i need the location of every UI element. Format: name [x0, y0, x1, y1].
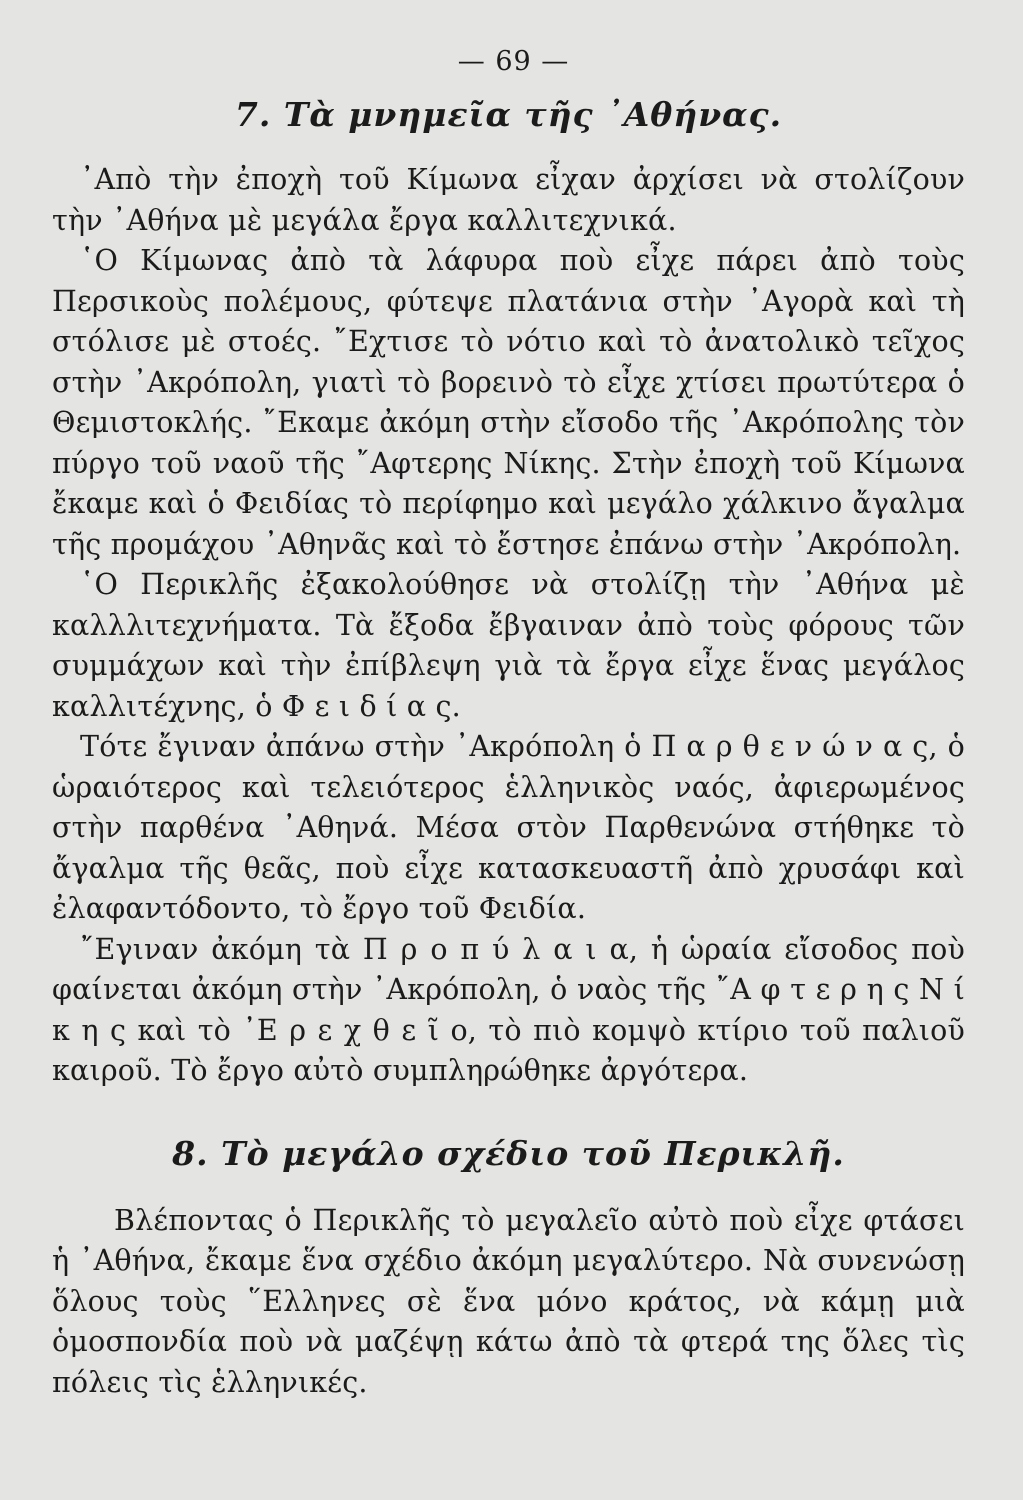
paragraph: Τότε ἔγιναν ἀπάνω στὴν ᾿Ακρόπολη ὁ Π α ρ θ ε ν ώ ν α ς, ὁ ὡραιότερος καὶ τελειότερος ἑλληνικὸς ναός, ἀφιερωμένος στὴν παρθένα ᾿Αθηνά. Μέσα στὸν Παρθενώνα στήθηκε τὸ ἄγαλμα τῆς θεᾶς, ποὺ εἶχε κατασκευαστῆ ἀπὸ χρυσάφι καὶ ἐλαφαντόδοντο, τὸ ἔργο τοῦ Φειδία.: [52, 730, 965, 925]
paragraph: Βλέποντας ὁ Περικλῆς τὸ μεγαλεῖο αὐτὸ ποὺ εἶχε φτάσει ἡ ᾿Αθήνα, ἔκαμε ἕνα σχέδιο ἀκόμη μεγαλύτερο. Νὰ συνενώσῃ ὅλους τοὺς ῞Ελληνες σὲ ἕνα μόνο κράτος, νὰ κάμῃ μιὰ ὁμοσπονδία ποὺ νὰ μαζέψῃ κάτω ἀπὸ τὰ φτερά της ὅλες τὶς πόλεις τὶς ἑλληνικές.: [52, 1203, 965, 1399]
section-title-pericles-plan: 8. Τὸ μεγάλο σχέδιο τοῦ Περικλῆ.: [172, 1133, 845, 1173]
section-title-monuments: 7. Τὰ μνημεῖα τῆς ᾿Αθήνας.: [234, 95, 783, 134]
paragraph: ῾Ο Περικλῆς ἐξακολούθησε νὰ στολίζῃ τὴν ᾿Αθήνα μὲ καλλλιτεχνήματα. Τὰ ἔξοδα ἔβγαιναν ἀπὸ τοὺς φόρους τῶν συμμάχων καὶ τὴν ἐπίβλεψη γιὰ τὰ ἔργα εἶχε ἕνας μεγάλος καλλιτέχνης, ὁ Φ ε ι δ ί α ς.: [52, 568, 965, 723]
paragraph: ῎Εγιναν ἀκόμη τὰ Π ρ ο π ύ λ α ι α, ἡ ὡραία εἴσοδος ποὺ φαίνεται ἀκόμη στὴν ᾿Ακρόπολη, ὁ ναὸς τῆς ῎Α φ τ ε ρ η ς Ν ί κ η ς καὶ τὸ ᾿Ε ρ ε χ θ ε ῖ ο, τὸ πιὸ κομψὸ κτίριο τοῦ παλιοῦ καιροῦ. Τὸ ἔργο αὐτὸ συμπληρώθηκε ἀργότερα.: [52, 932, 965, 1087]
paragraph: ᾿Απὸ τὴν ἐποχὴ τοῦ Κίμωνα εἶχαν ἀρχίσει νὰ στολίζουν τὴν ᾿Αθήνα μὲ μεγάλα ἔργα καλλιτεχνικά.: [52, 163, 965, 237]
page-number: — 69 —: [457, 46, 570, 77]
paragraph: ῾Ο Κίμωνας ἀπὸ τὰ λάφυρα ποὺ εἶχε πάρει ἀπὸ τοὺς Περσικοὺς πολέμους, φύτεψε πλατάνια στὴν ᾿Αγορὰ καὶ τὴ στόλισε μὲ στοές. ῎Εχτισε τὸ νότιο καὶ τὸ ἀνατολικὸ τεῖχος στὴν ᾿Ακρόπολη, γιατὶ τὸ βορεινὸ τὸ εἶχε χτίσει πρωτύτερα ὁ Θεμιστοκλής. ῎Εκαμε ἀκόμη στὴν εἴσοδο τῆς ᾿Ακρόπολης τὸν πύργο τοῦ ναοῦ τῆς ῎Αφτερης Νίκης. Στὴν ἐποχὴ τοῦ Κίμωνα ἔκαμε καὶ ὁ Φειδίας τὸ περίφημο καὶ μεγάλο χάλκινο ἄγαλμα τῆς προμάχου ᾿Αθηνᾶς καὶ τὸ ἔστησε ἐπάνω στὴν ᾿Ακρόπολη.: [52, 244, 965, 561]
